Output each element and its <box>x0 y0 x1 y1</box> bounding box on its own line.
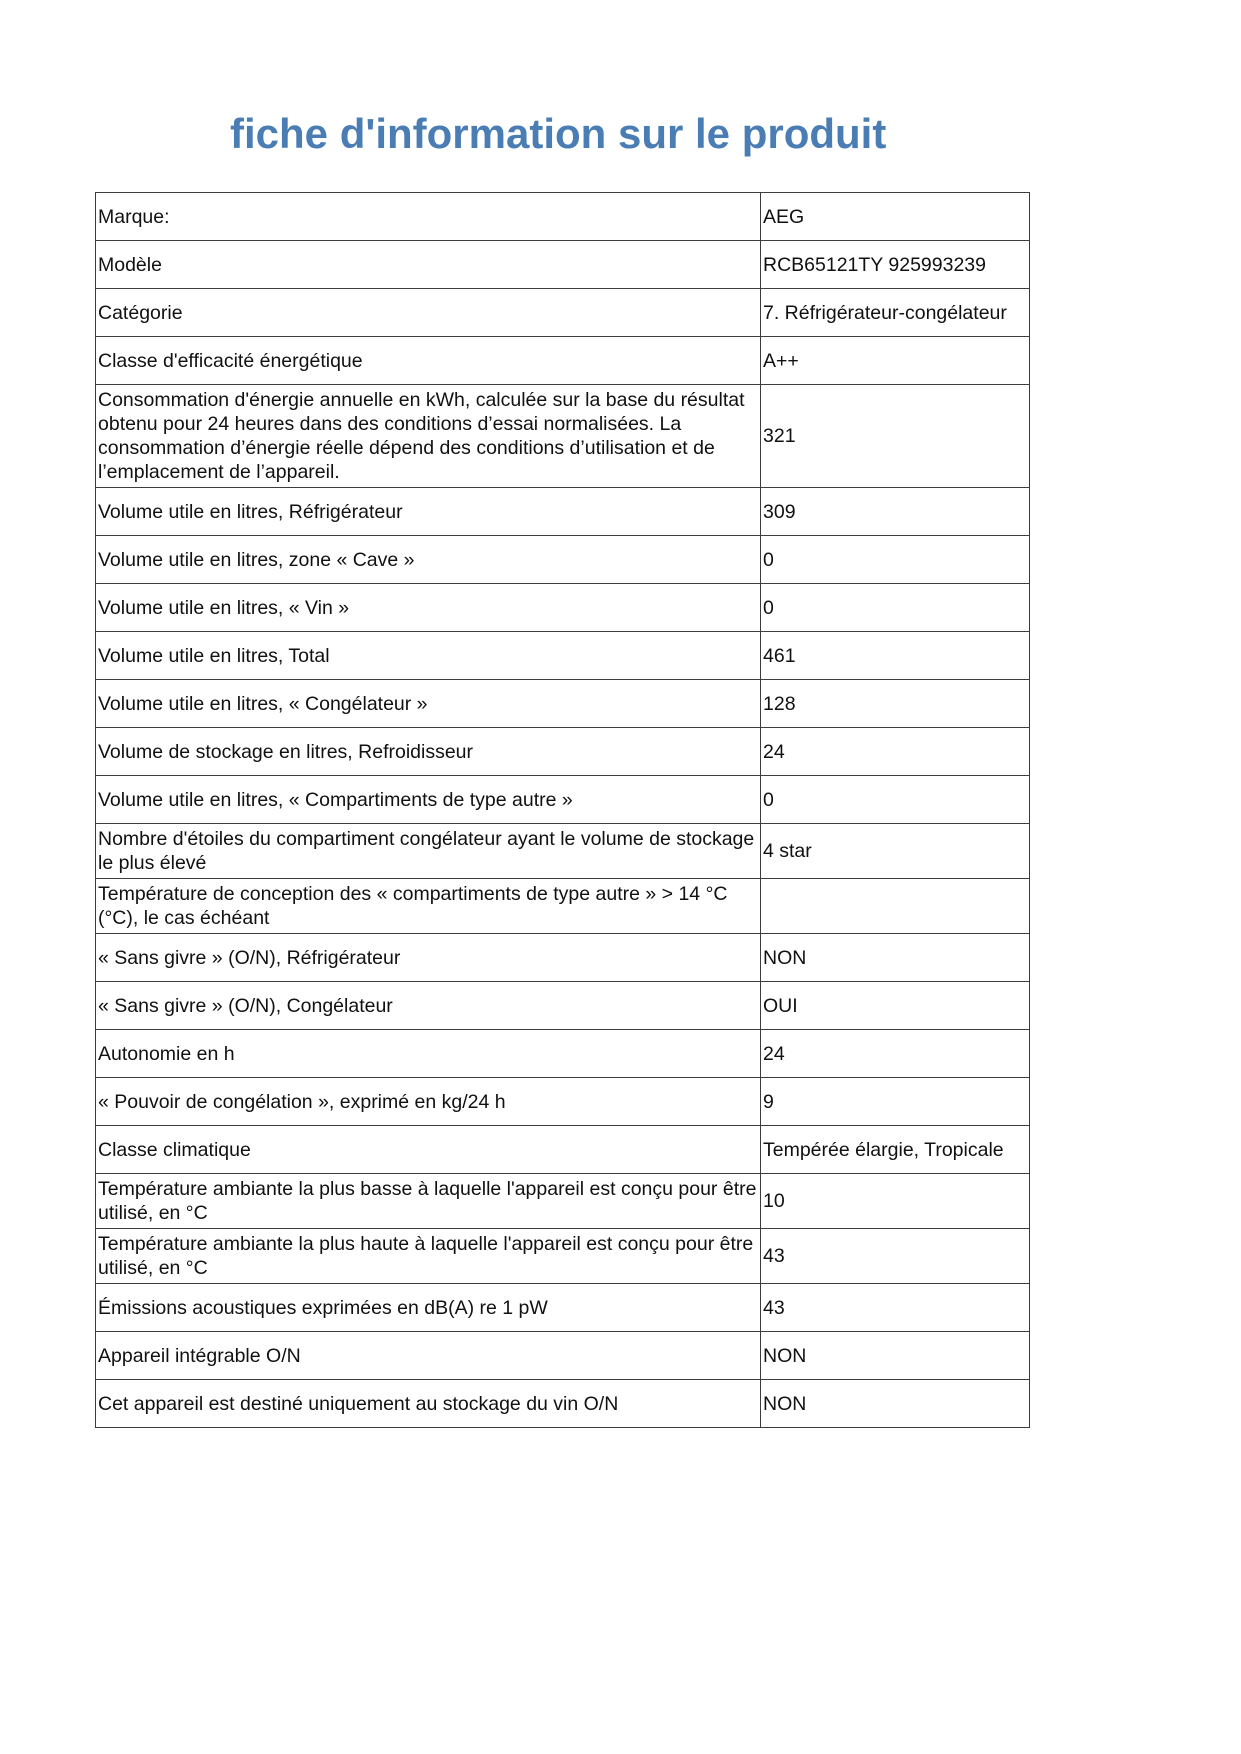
product-info-table <box>95 192 1030 1428</box>
table-row <box>96 1284 1030 1332</box>
table-row <box>96 1380 1030 1428</box>
row-label: Marque: <box>96 193 761 241</box>
row-label: Température ambiante la plus haute à laquelle l'appareil est conçu pour être utilisé, en °C <box>96 1229 761 1284</box>
row-value: A++ <box>761 337 1030 385</box>
row-value: OUI <box>761 982 1030 1030</box>
row-value: 7. Réfrigérateur-congélateur <box>761 289 1030 337</box>
table-row <box>96 488 1030 536</box>
table-row <box>96 680 1030 728</box>
row-value: 24 <box>761 1030 1030 1078</box>
row-value: 128 <box>761 680 1030 728</box>
row-value: NON <box>761 1332 1030 1380</box>
row-value: 461 <box>761 632 1030 680</box>
row-value: 10 <box>761 1174 1030 1229</box>
table-row <box>96 728 1030 776</box>
row-value: RCB65121TY 925993239 <box>761 241 1030 289</box>
row-label: Nombre d'étoiles du compartiment congélateur ayant le volume de stockage le plus élevé <box>96 824 761 879</box>
table-row <box>96 1030 1030 1078</box>
table-row <box>96 1126 1030 1174</box>
table-row <box>96 193 1030 241</box>
table-row <box>96 1229 1030 1284</box>
row-label: Volume utile en litres, Total <box>96 632 761 680</box>
row-label: Volume utile en litres, « Congélateur » <box>96 680 761 728</box>
row-value: 9 <box>761 1078 1030 1126</box>
row-value <box>761 879 1030 934</box>
product-info-table-body <box>96 193 1030 1428</box>
row-value: NON <box>761 1380 1030 1428</box>
table-row <box>96 982 1030 1030</box>
table-row <box>96 1078 1030 1126</box>
row-value: 43 <box>761 1284 1030 1332</box>
row-value: 309 <box>761 488 1030 536</box>
row-label: Volume utile en litres, « Compartiments de type autre » <box>96 776 761 824</box>
row-value: 0 <box>761 776 1030 824</box>
table-row <box>96 241 1030 289</box>
page-title: fiche d'information sur le produit <box>230 110 887 157</box>
row-value: NON <box>761 934 1030 982</box>
row-label: Consommation d'énergie annuelle en kWh, calculée sur la base du résultat obtenu pour 24 heures dans des conditions d’essai normalisées. La consommation d’énergie réelle dépend des conditions d’utilisation et de l’emplacement de l’appareil. <box>96 385 761 488</box>
row-label: Modèle <box>96 241 761 289</box>
row-value: 4 star <box>761 824 1030 879</box>
row-label: Volume utile en litres, Réfrigérateur <box>96 488 761 536</box>
row-label: Volume de stockage en litres, Refroidisseur <box>96 728 761 776</box>
row-label: Appareil intégrable O/N <box>96 1332 761 1380</box>
table-row <box>96 1332 1030 1380</box>
table-row <box>96 584 1030 632</box>
table-row <box>96 879 1030 934</box>
row-value: 43 <box>761 1229 1030 1284</box>
row-label: Température de conception des « compartiments de type autre » > 14 °C (°C), le cas échéant <box>96 879 761 934</box>
row-value: 24 <box>761 728 1030 776</box>
row-label: Température ambiante la plus basse à laquelle l'appareil est conçu pour être utilisé, en °C <box>96 1174 761 1229</box>
table-row <box>96 824 1030 879</box>
row-label: Catégorie <box>96 289 761 337</box>
table-row <box>96 289 1030 337</box>
row-value: AEG <box>761 193 1030 241</box>
table-row <box>96 934 1030 982</box>
row-value: 0 <box>761 584 1030 632</box>
row-label: Cet appareil est destiné uniquement au stockage du vin O/N <box>96 1380 761 1428</box>
row-label: Volume utile en litres, « Vin » <box>96 584 761 632</box>
row-label: « Sans givre » (O/N), Congélateur <box>96 982 761 1030</box>
row-label: Autonomie en h <box>96 1030 761 1078</box>
row-label: Classe d'efficacité énergétique <box>96 337 761 385</box>
row-label: Émissions acoustiques exprimées en dB(A) re 1 pW <box>96 1284 761 1332</box>
table-row <box>96 337 1030 385</box>
table-row <box>96 632 1030 680</box>
row-label: Volume utile en litres, zone « Cave » <box>96 536 761 584</box>
row-value: Tempérée élargie, Tropicale <box>761 1126 1030 1174</box>
row-label: « Sans givre » (O/N), Réfrigérateur <box>96 934 761 982</box>
table-row <box>96 1174 1030 1229</box>
table-row <box>96 385 1030 488</box>
row-label: « Pouvoir de congélation », exprimé en kg/24 h <box>96 1078 761 1126</box>
table-row <box>96 536 1030 584</box>
row-value: 321 <box>761 385 1030 488</box>
row-value: 0 <box>761 536 1030 584</box>
table-row <box>96 776 1030 824</box>
row-label: Classe climatique <box>96 1126 761 1174</box>
